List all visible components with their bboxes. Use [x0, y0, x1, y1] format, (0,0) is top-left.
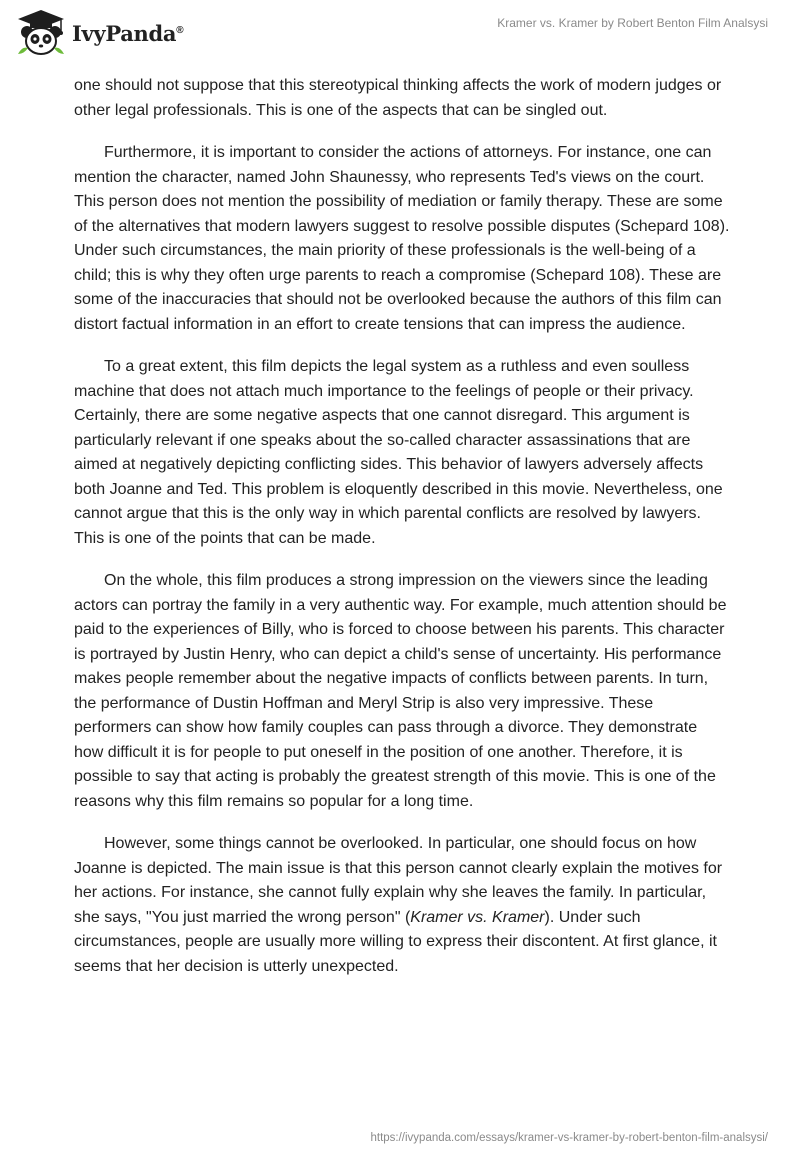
paragraph-1: one should not suppose that this stereotypical thinking affects the work of modern judges or other legal professionals. This is one of the aspects that can be singled out.	[74, 77, 722, 119]
ivypanda-logo[interactable]	[14, 8, 183, 58]
paragraph-3: To a great extent, this film depicts the legal system as a ruthless and even soulless machine that does not attach much importance to the feelings of people or their privacy. Certainly, there are some negative aspects that one cannot disregard. This argument is particularly relevant if one speaks about the so-called character assassinations that are aimed at negatively depicting conflicting sides. This behavior of lawyers adversely affects both Joanne and Ted. This problem is eloquently described in this movie. Nevertheless, one cannot argue that this is the only way in which parental conflicts are resolved by lawyers. This is one of the points that can be made.	[74, 358, 723, 547]
paragraph-5	[74, 832, 730, 979]
essay-body	[74, 74, 730, 997]
brand-name: IvyPanda®	[72, 20, 184, 46]
page-header	[0, 0, 800, 70]
paragraph-5-text: However, some things cannot be overlooked. In particular, one should focus on how Joanne is depicted. The main issue is that this person cannot clearly explain the motives for her actions. For instance, she cannot fully explain why she leaves the family. In particular, she says, "You just married the wrong person" (	[74, 835, 723, 926]
registered-mark: ®	[176, 24, 184, 36]
film-title-citation: Kramer vs. Kramer	[410, 908, 545, 926]
source-url[interactable]: https://ivypanda.com/essays/kramer-vs-kramer-by-robert-benton-film-analsysi/	[370, 1132, 768, 1144]
paragraph-4: On the whole, this film produces a strong impression on the viewers since the leading actors can portray the family in a very authentic way. For example, much attention should be paid to the experiences of Billy, who is forced to choose between his parents. This character is portrayed by Justin Henry, who can depict a child's sense of uncertainty. His performance makes people remember about the negative impacts of conflicts between parents. In turn, the performance of Dustin Hoffman and Meryl Strip is also very impressive. These performers can show how family couples can pass through a divorce. They demonstrate how difficult it is for people to put oneself in the position of one another. Therefore, it is possible to say that acting is probably the greatest strength of this movie. This is one of the reasons why this film remains so popular for a long time.	[74, 572, 727, 810]
paragraph-5-text-end: ). Under such circumstances, people are usually more willing to express their discontent. At first glance, it seems that her decision is utterly unexpected.	[74, 908, 717, 975]
paragraph-2: Furthermore, it is important to consider the actions of attorneys. For instance, one can mention the character, named John Shaunessy, who represents Ted's views on the court. This person does not mention the possibility of mediation or family therapy. These are some of the alternatives that modern lawyers suggest to resolve possible disputes (Schepard 108). Under such circumstances, the main priority of these professionals is the well-being of a child; this is why they often urge parents to reach a compromise (Schepard 108). These are some of the inaccuracies that should not be overlooked because the authors of this film can distort factual information in an effort to create tensions that can impress the audience.	[74, 144, 730, 333]
panda-graduate-icon	[14, 8, 68, 58]
document-title: Kramer vs. Kramer by Robert Benton Film Analsysi	[497, 16, 768, 30]
